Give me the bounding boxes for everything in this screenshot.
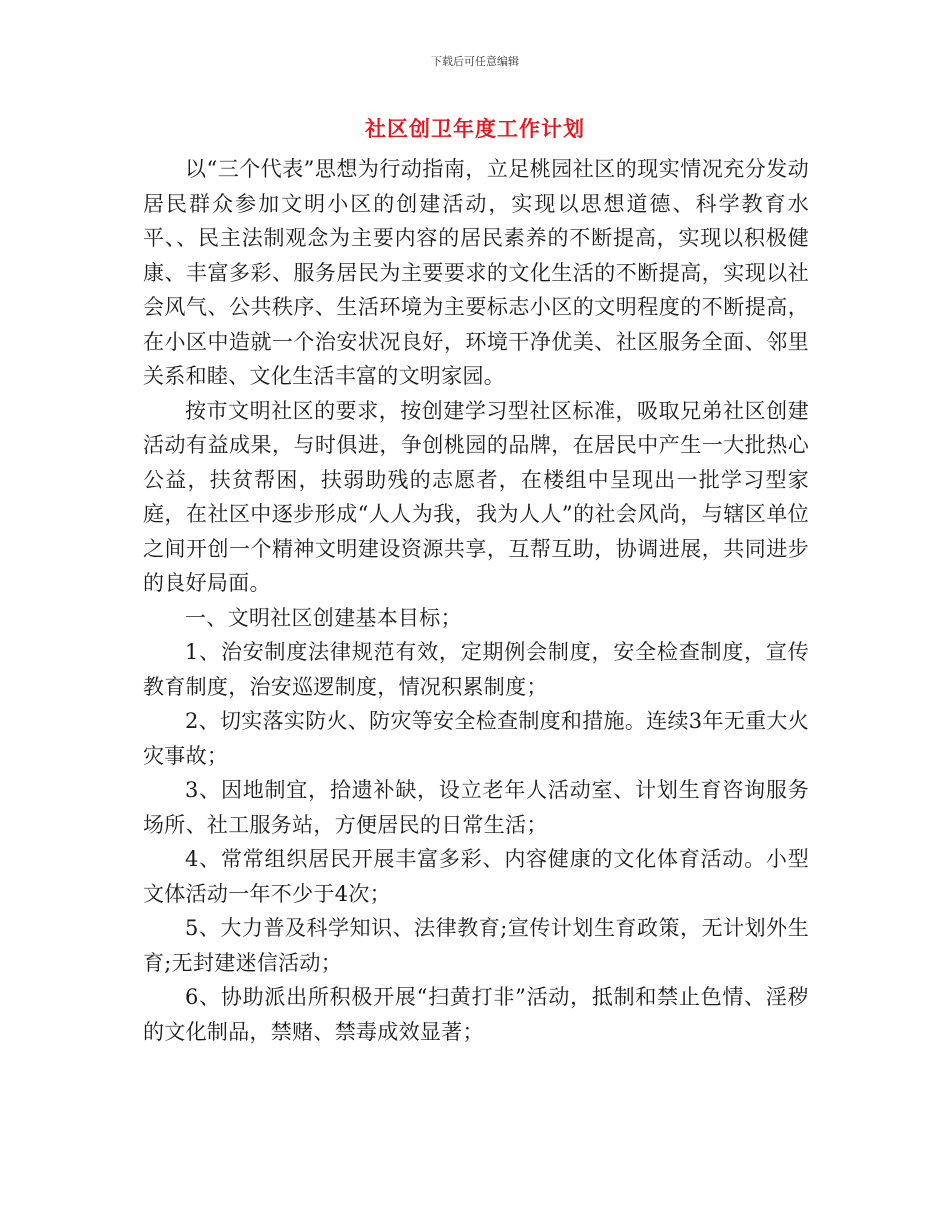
goal-item-2: 2、切实落实防火、防灾等安全检查制度和措施。连续3年无重大火灾事故； [143,709,809,768]
paragraph-intro: 以“三个代表”思想为行动指南，立足桃园社区的现实情况充分发动居民群众参加文明小区的创建活动，实现以思想道德、科学教育水平、、民主法制观念为主要内容的居民素养的不断提高，实现以积极健康、丰富多彩、服务居民为主要要求的文化生活的不断提高，实现以社会风气、公共秩序、生活环境为主要标志小区的文明程度的不断提高，在小区中造就一个治安状况良好，环境干净优美、社区服务全面、邻里关系和睦、文化生活丰富的文明家园。 [143,157,809,388]
goal-item-4: 4、常常组织居民开展丰富多彩、内容健康的文化体育活动。小型文体活动一年不少于4次； [143,847,809,906]
goal-item-6: 6、协助派出所积极开展“扫黄打非”活动，抵制和禁止色情、淫秽的文化制品，禁赌、禁毒成效显著； [143,985,809,1044]
document-body [143,152,809,1049]
section-heading-goals: 一、文明社区创建基本目标； [185,605,462,630]
paragraph-requirements: 按市文明社区的要求，按创建学习型社区标准，吸取兄弟社区创建活动有益成果，与时俱进，争创桃园的品牌，在居民中产生一大批热心公益，扶贫帮困，扶弱助残的志愿者，在楼组中呈现出一批学习型家庭，在社区中逐步形成“人人为我，我为人人”的社会风尚，与辖区单位之间开创一个精神文明建设资源共享，互帮互助，协调进展，共同进步的良好局面。 [143,398,809,595]
document-title: 社区创卫年度工作计划 [365,116,585,141]
header-note: 下载后可任意编辑 [431,55,519,68]
goal-item-1: 1、治安制度法律规范有效，定期例会制度，安全检查制度，宣传教育制度，治安巡逻制度，情况积累制度； [143,640,809,699]
goal-item-3: 3、因地制宜，拾遗补缺，设立老年人活动室、计划生育咨询服务场所、社工服务站，方便居民的日常生活； [143,778,809,837]
goal-item-5: 5、大力普及科学知识、法律教育;宣传计划生育政策，无计划外生育;无封建迷信活动； [143,916,809,975]
